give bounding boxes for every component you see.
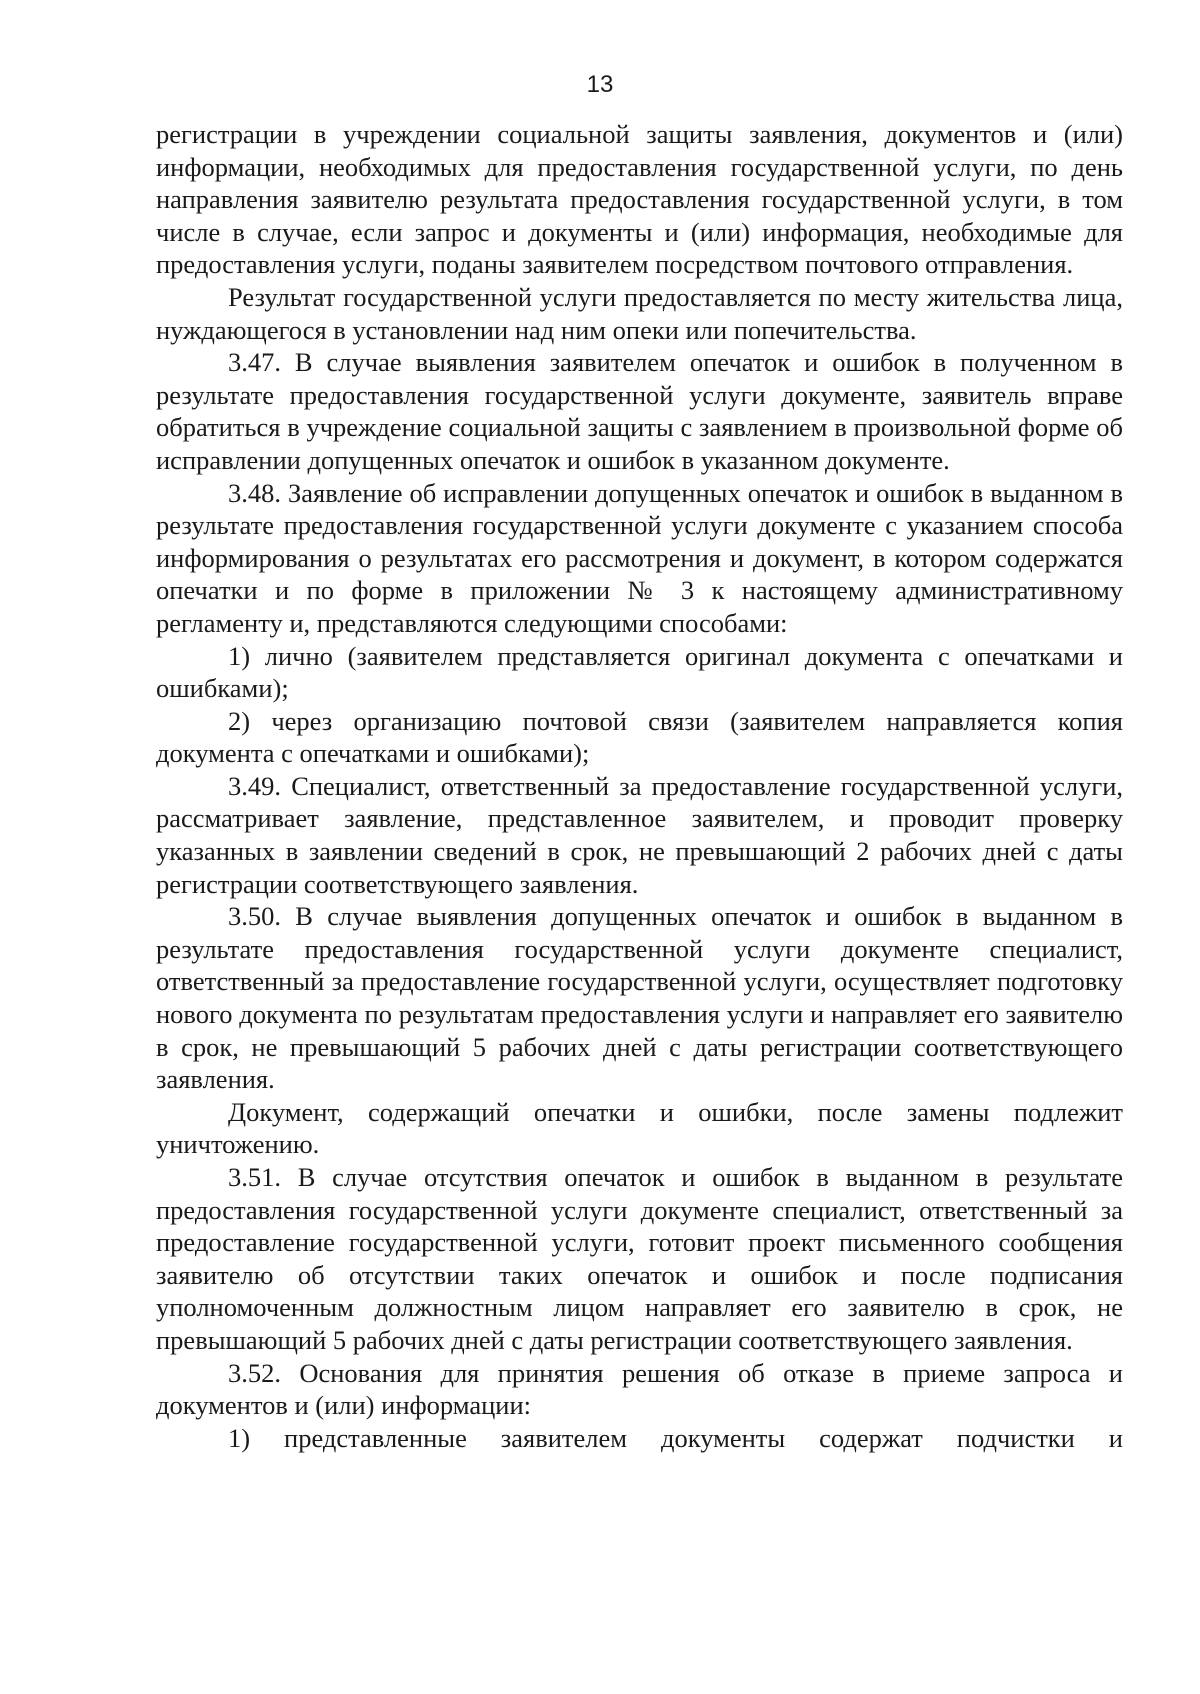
paragraph-3-49: 3.49. Специалист, ответственный за предоставление государственной услуги, рассматривает заявление, представленное заявителем, и проводит проверку указанных в заявлении сведений в срок, не превышающий 2 рабочих дней с даты регистрации соответствующего заявления. xyxy=(156,770,1123,899)
paragraph-3-50: 3.50. В случае выявления допущенных опечаток и ошибок в выданном в результате предоставления государственной услуги документе специалист, ответственный за предоставление государственной услуги, осуществляет подготовку нового документа по результатам предоставления услуги и направляет его заявителю в срок, не превышающий 5 рабочих дней с даты регистрации соответствующего заявления. xyxy=(156,901,1123,1095)
paragraph-3-51: 3.51. В случае отсутствия опечаток и ошибок в выданном в результате предоставления государственной услуги документе специалист, ответственный за предоставление государственной услуги, готовит проект письменного сообщения заявителю об отсутствии таких опечаток и ошибок и после подписания уполномоченным должностным лицом направляет его заявителю в срок, не превышающий 5 рабочих дней с даты регистрации соответствующего заявления. xyxy=(156,1162,1123,1355)
list-item-postal: 2) через организацию почтовой связи (заявителем направляется копия документа с опечатками и ошибками); xyxy=(156,705,1123,769)
paragraph-3-48: 3.48. Заявление об исправлении допущенных опечаток и ошибок в выданном в результате предоставления государственной услуги документе с указанием способа информирования о результатах его рассмотрения и документ, в котором содержатся опечатки и по форме в приложении № 3 к настоящему административному регламенту и, представляются следующими способами: xyxy=(156,477,1123,638)
list-item-refusal-ground-1: 1) представленные заявителем документы содержат подчистки и xyxy=(228,1422,1123,1453)
paragraph-result-location: Результат государственной услуги предоставляется по месту жительства лица, нуждающегося в установлении над ним опеки или попечительства. xyxy=(156,281,1123,345)
paragraph-continuation: регистрации в учреждении социальной защиты заявления, документов и (или) информации, необходимых для предоставления государственной услуги, по день направления заявителю результата предоставления государственной услуги, в том числе в случае, если запрос и документы и (или) информация, необходимые для предоставления услуги, поданы заявителем посредством почтового отправления. xyxy=(156,119,1123,280)
paragraph-3-52: 3.52. Основания для принятия решения об отказе в приеме запроса и документов и (или) информации: xyxy=(156,1357,1123,1421)
page-number: 13 xyxy=(586,71,614,98)
document-body xyxy=(156,118,1123,1454)
paragraph-destruction: Документ, содержащий опечатки и ошибки, после замены подлежит уничтожению. xyxy=(156,1096,1123,1160)
list-item-in-person: 1) лично (заявителем представляется оригинал документа с опечатками и ошибками); xyxy=(156,640,1123,704)
paragraph-3-47: 3.47. В случае выявления заявителем опечаток и ошибок в полученном в результате предоставления государственной услуги документе, заявитель вправе обратиться в учреждение социальной защиты с заявлением в произвольной форме об исправлении допущенных опечаток и ошибок в указанном документе. xyxy=(156,347,1123,475)
